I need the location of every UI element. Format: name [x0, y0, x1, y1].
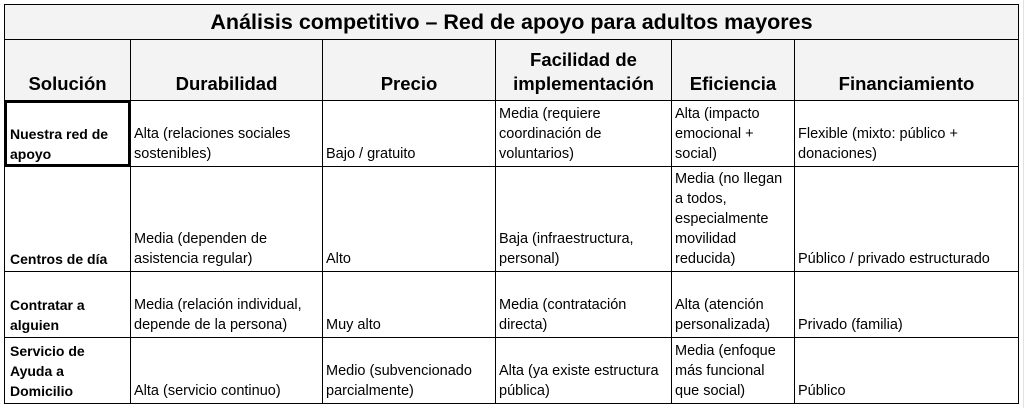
- durability-cell[interactable]: Alta (relaciones sociales sostenibles): [131, 101, 323, 167]
- ease-cell[interactable]: Alta (ya existe estructura pública): [496, 338, 672, 404]
- durability-cell[interactable]: Alta (servicio continuo): [131, 338, 323, 404]
- row-solution-cell[interactable]: Centros de día: [5, 167, 131, 272]
- header-solution[interactable]: Solución: [5, 40, 131, 101]
- table-row: [5, 167, 1019, 272]
- row-solution-cell[interactable]: Nuestra red de apoyo: [5, 101, 131, 167]
- table-row: [5, 272, 1019, 338]
- price-cell[interactable]: Alto: [323, 167, 496, 272]
- competitive-analysis-table: [4, 4, 1019, 404]
- durability-cell[interactable]: Media (relación individual, depende de la persona): [131, 272, 323, 338]
- table-row: [5, 101, 1019, 167]
- header-financing[interactable]: Financiamiento: [795, 40, 1019, 101]
- financing-cell[interactable]: Público: [795, 338, 1019, 404]
- header-efficiency[interactable]: Eficiencia: [672, 40, 795, 101]
- efficiency-cell[interactable]: Media (no llegan a todos, especialmente movilidad reducida): [672, 167, 795, 272]
- ease-cell[interactable]: Media (requiere coordinación de voluntarios): [496, 101, 672, 167]
- row-solution-cell[interactable]: Servicio de Ayuda a Domicilio: [5, 338, 131, 404]
- header-price[interactable]: Precio: [323, 40, 496, 101]
- financing-cell[interactable]: Flexible (mixto: público + donaciones): [795, 101, 1019, 167]
- price-cell[interactable]: Medio (subvencionado parcialmente): [323, 338, 496, 404]
- efficiency-cell[interactable]: Alta (impacto emocional + social): [672, 101, 795, 167]
- title-row: [5, 5, 1019, 40]
- table-title[interactable]: Análisis competitivo – Red de apoyo para adultos mayores: [5, 5, 1019, 40]
- efficiency-cell[interactable]: Alta (atención personalizada): [672, 272, 795, 338]
- financing-cell[interactable]: Público / privado estructurado: [795, 167, 1019, 272]
- price-cell[interactable]: Muy alto: [323, 272, 496, 338]
- price-cell[interactable]: Bajo / gratuito: [323, 101, 496, 167]
- header-ease[interactable]: Facilidad de implementación: [496, 40, 672, 101]
- ease-cell[interactable]: Baja (infraestructura, personal): [496, 167, 672, 272]
- row-solution-cell[interactable]: Contratar a alguien: [5, 272, 131, 338]
- efficiency-cell[interactable]: Media (enfoque más funcional que social): [672, 338, 795, 404]
- header-durability[interactable]: Durabilidad: [131, 40, 323, 101]
- ease-cell[interactable]: Media (contratación directa): [496, 272, 672, 338]
- financing-cell[interactable]: Privado (familia): [795, 272, 1019, 338]
- header-row: [5, 40, 1019, 101]
- table-row: [5, 338, 1019, 404]
- durability-cell[interactable]: Media (dependen de asistencia regular): [131, 167, 323, 272]
